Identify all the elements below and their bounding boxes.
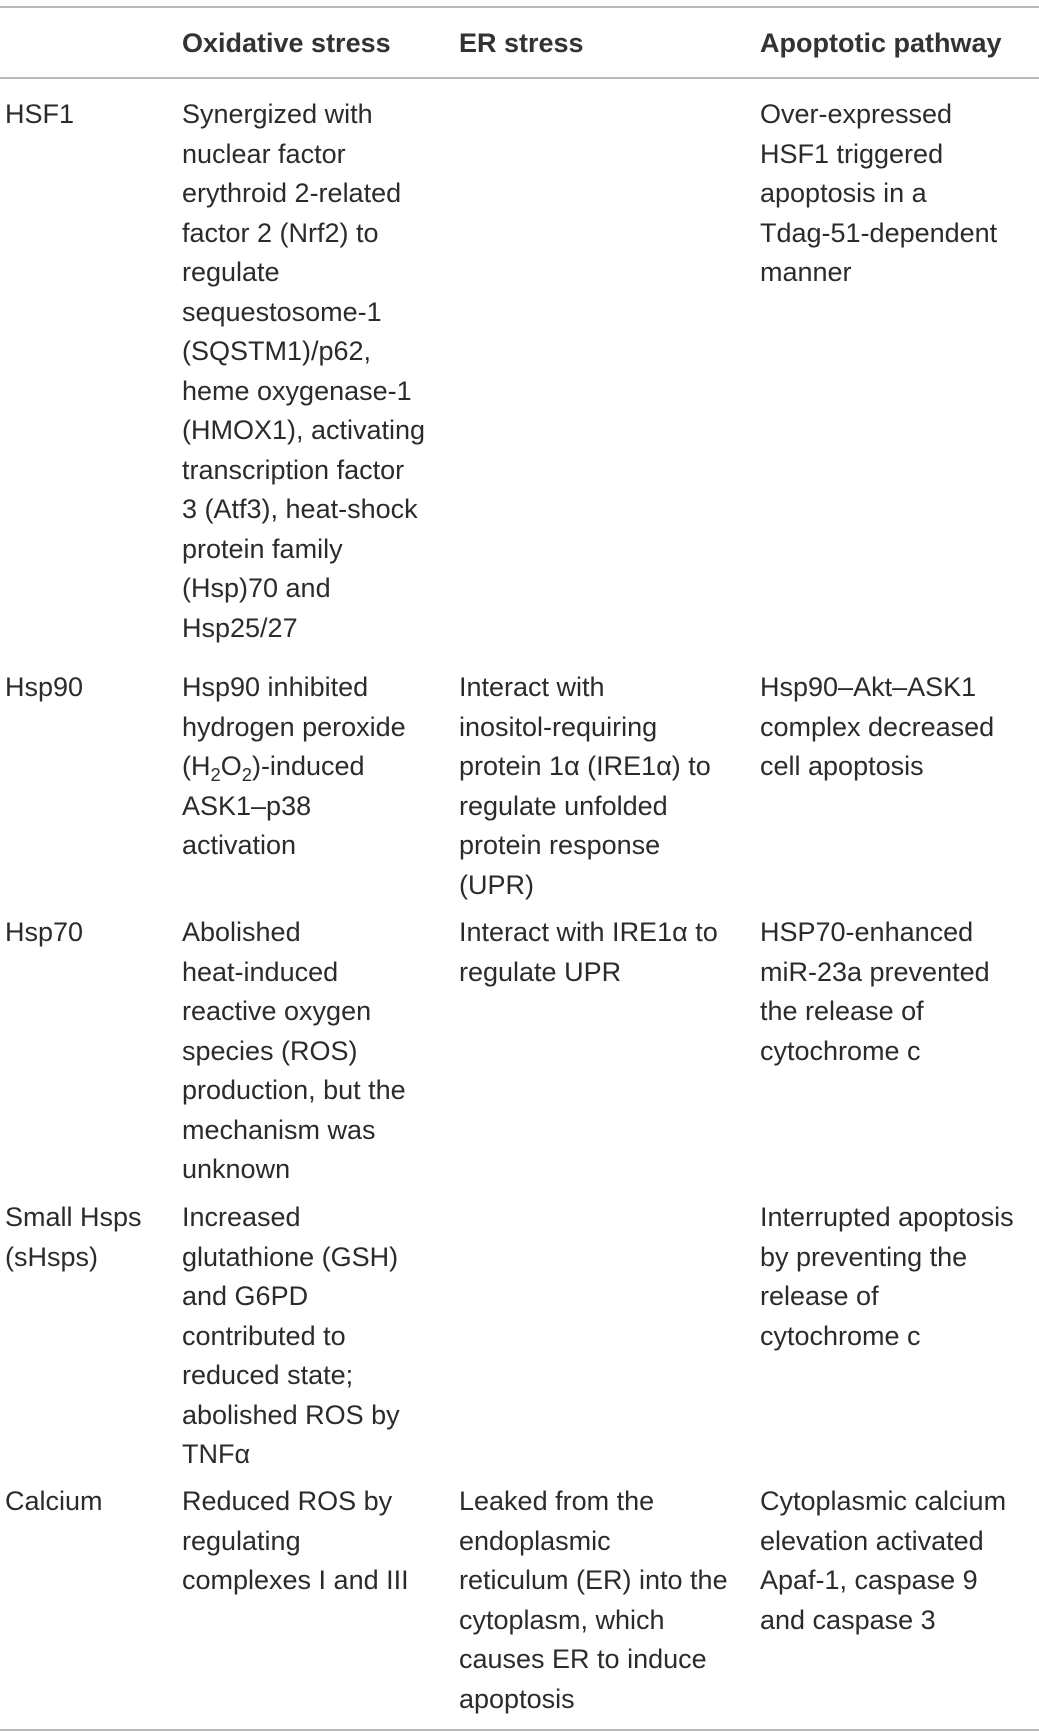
row-label xyxy=(5,1198,175,1277)
formula-subscript: 2 xyxy=(241,763,252,785)
cell-line: glutathione (GSH) xyxy=(182,1241,399,1272)
oxidative-stress-cell xyxy=(182,913,437,1190)
row-label xyxy=(5,1482,175,1522)
cell-line: Cytoplasmic calcium xyxy=(760,1486,1007,1516)
cell-line: endoplasmic xyxy=(459,1525,611,1556)
row-label-text: Small Hsps xyxy=(5,1202,142,1232)
cell-line: regulate UPR xyxy=(459,956,622,987)
cell-line: Hsp90 inhibited xyxy=(182,672,369,702)
table-row-hsp90 xyxy=(0,652,1039,900)
cell-line: cytoplasm, which xyxy=(459,1604,665,1635)
row-label-text: Hsp70 xyxy=(5,917,84,947)
cell-line: hydrogen peroxide xyxy=(182,711,406,742)
cell-line: inositol-requiring xyxy=(459,711,658,742)
header-apoptotic-pathway: Apoptotic pathway xyxy=(760,28,1002,58)
table-row-hsf1 xyxy=(0,79,1039,652)
formula-oxygen: O xyxy=(220,751,242,781)
cell-line: contributed to xyxy=(182,1320,346,1351)
apoptotic-pathway-cell xyxy=(760,95,1035,293)
cell-line: reduced state; xyxy=(182,1360,354,1390)
cell-line: heat-induced xyxy=(182,956,339,987)
row-label xyxy=(5,95,175,135)
cell-line: the release of xyxy=(760,996,924,1026)
cell-line: protein 1α (IRE1α) to xyxy=(459,751,711,781)
cell-line: cytochrome c xyxy=(760,1320,921,1351)
row-label-text: HSF1 xyxy=(5,99,75,129)
cell-line: by preventing the xyxy=(760,1241,968,1272)
cell-line: erythroid 2-related xyxy=(182,178,402,208)
cell-line: (UPR) xyxy=(459,869,534,900)
cell-line: TNFα xyxy=(182,1439,251,1469)
cell-line: miR-23a prevented xyxy=(760,956,990,987)
oxidative-stress-cell xyxy=(182,1198,437,1475)
cell-line: release of xyxy=(760,1281,879,1311)
cell-line: regulating xyxy=(182,1525,301,1556)
table-row-hsp70 xyxy=(0,897,1039,1182)
cell-line: mechanism was xyxy=(182,1114,376,1145)
cell-line: production, but the xyxy=(182,1075,406,1105)
table-row-small-hsps xyxy=(0,1182,1039,1469)
cell-line: elevation activated xyxy=(760,1525,984,1556)
cell-line: activation xyxy=(182,830,297,860)
oxidative-stress-cell xyxy=(182,668,437,866)
cell-line: species (ROS) xyxy=(182,1035,358,1066)
cell-line: Over-expressed xyxy=(760,99,953,129)
header-oxidative-stress: Oxidative stress xyxy=(182,28,391,58)
cell-line: Hsp90–Akt–ASK1 xyxy=(760,672,977,702)
row-label-text: Hsp90 xyxy=(5,672,84,702)
cell-line: cell apoptosis xyxy=(760,751,924,781)
er-stress-cell xyxy=(459,913,749,992)
formula-subscript: 2 xyxy=(210,763,221,785)
cell-line: manner xyxy=(760,257,852,287)
er-stress-cell xyxy=(459,668,749,905)
data-table xyxy=(0,6,1039,1731)
apoptotic-pathway-cell xyxy=(760,913,1035,1071)
cell-line: complexes I and III xyxy=(182,1565,409,1595)
oxidative-stress-cell xyxy=(182,95,437,648)
cell-line: (Hsp)70 and xyxy=(182,573,331,603)
cell-line: Reduced ROS by xyxy=(182,1486,393,1516)
cell-line: 3 (Atf3), heat-shock xyxy=(182,494,418,524)
cell-line: HSP70-enhanced xyxy=(760,917,974,947)
cell-line: and caspase 3 xyxy=(760,1604,936,1635)
table-header-row xyxy=(0,8,1039,79)
cell-line: Hsp25/27 xyxy=(182,612,298,643)
cell-line: apoptosis in a xyxy=(760,178,927,208)
cell-line: nuclear factor xyxy=(182,138,346,169)
apoptotic-pathway-cell xyxy=(760,668,1035,787)
cell-line: Tdag-51-dependent xyxy=(760,217,998,248)
cell-line: Apaf-1, caspase 9 xyxy=(760,1565,978,1595)
apoptotic-pathway-cell xyxy=(760,1482,1035,1640)
row-label xyxy=(5,913,175,953)
cell-line: complex decreased xyxy=(760,711,995,742)
cell-line: regulate xyxy=(182,257,280,287)
cell-line: heme oxygenase-1 xyxy=(182,375,412,406)
header-er-stress: ER stress xyxy=(459,28,584,58)
cell-line: ASK1–p38 xyxy=(182,790,312,821)
er-stress-cell xyxy=(459,1482,749,1719)
cell-line: (HMOX1), activating xyxy=(182,415,426,445)
cell-line: regulate unfolded xyxy=(459,790,668,821)
cell-line: reticulum (ER) into the xyxy=(459,1565,728,1595)
row-label xyxy=(5,668,175,708)
cell-line: protein response xyxy=(459,830,661,860)
row-label-text: (sHsps) xyxy=(5,1241,98,1272)
cell-line: Interact with xyxy=(459,672,605,702)
cell-line: Interact with IRE1α to xyxy=(459,917,718,947)
cell-line: Interrupted apoptosis xyxy=(760,1202,1014,1232)
cell-line-formula xyxy=(182,747,437,787)
cell-line: (SQSTM1)/p62, xyxy=(182,336,372,366)
formula-close: )-induced xyxy=(251,751,365,781)
cell-line: protein family xyxy=(182,533,343,564)
cell-line: factor 2 (Nrf2) to xyxy=(182,217,379,248)
table-row-calcium xyxy=(0,1466,1039,1729)
oxidative-stress-cell xyxy=(182,1482,437,1601)
cell-line: Leaked from the xyxy=(459,1486,655,1516)
cell-line: Abolished xyxy=(182,917,301,947)
cell-line: abolished ROS by xyxy=(182,1399,400,1430)
cell-line: Synergized with xyxy=(182,99,373,129)
cell-line: HSF1 triggered xyxy=(760,138,944,169)
cell-line: and G6PD xyxy=(182,1281,309,1311)
cell-line: Increased xyxy=(182,1202,301,1232)
cell-line: apoptosis xyxy=(459,1683,575,1714)
cell-line: unknown xyxy=(182,1154,291,1184)
cell-line: sequestosome-1 xyxy=(182,296,382,327)
cell-line: causes ER to induce xyxy=(459,1644,707,1674)
formula-open: (H xyxy=(182,751,211,781)
row-label-text: Calcium xyxy=(5,1486,103,1516)
cell-line: cytochrome c xyxy=(760,1035,921,1066)
cell-line: reactive oxygen xyxy=(182,996,372,1026)
cell-line: transcription factor xyxy=(182,454,405,485)
apoptotic-pathway-cell xyxy=(760,1198,1035,1356)
